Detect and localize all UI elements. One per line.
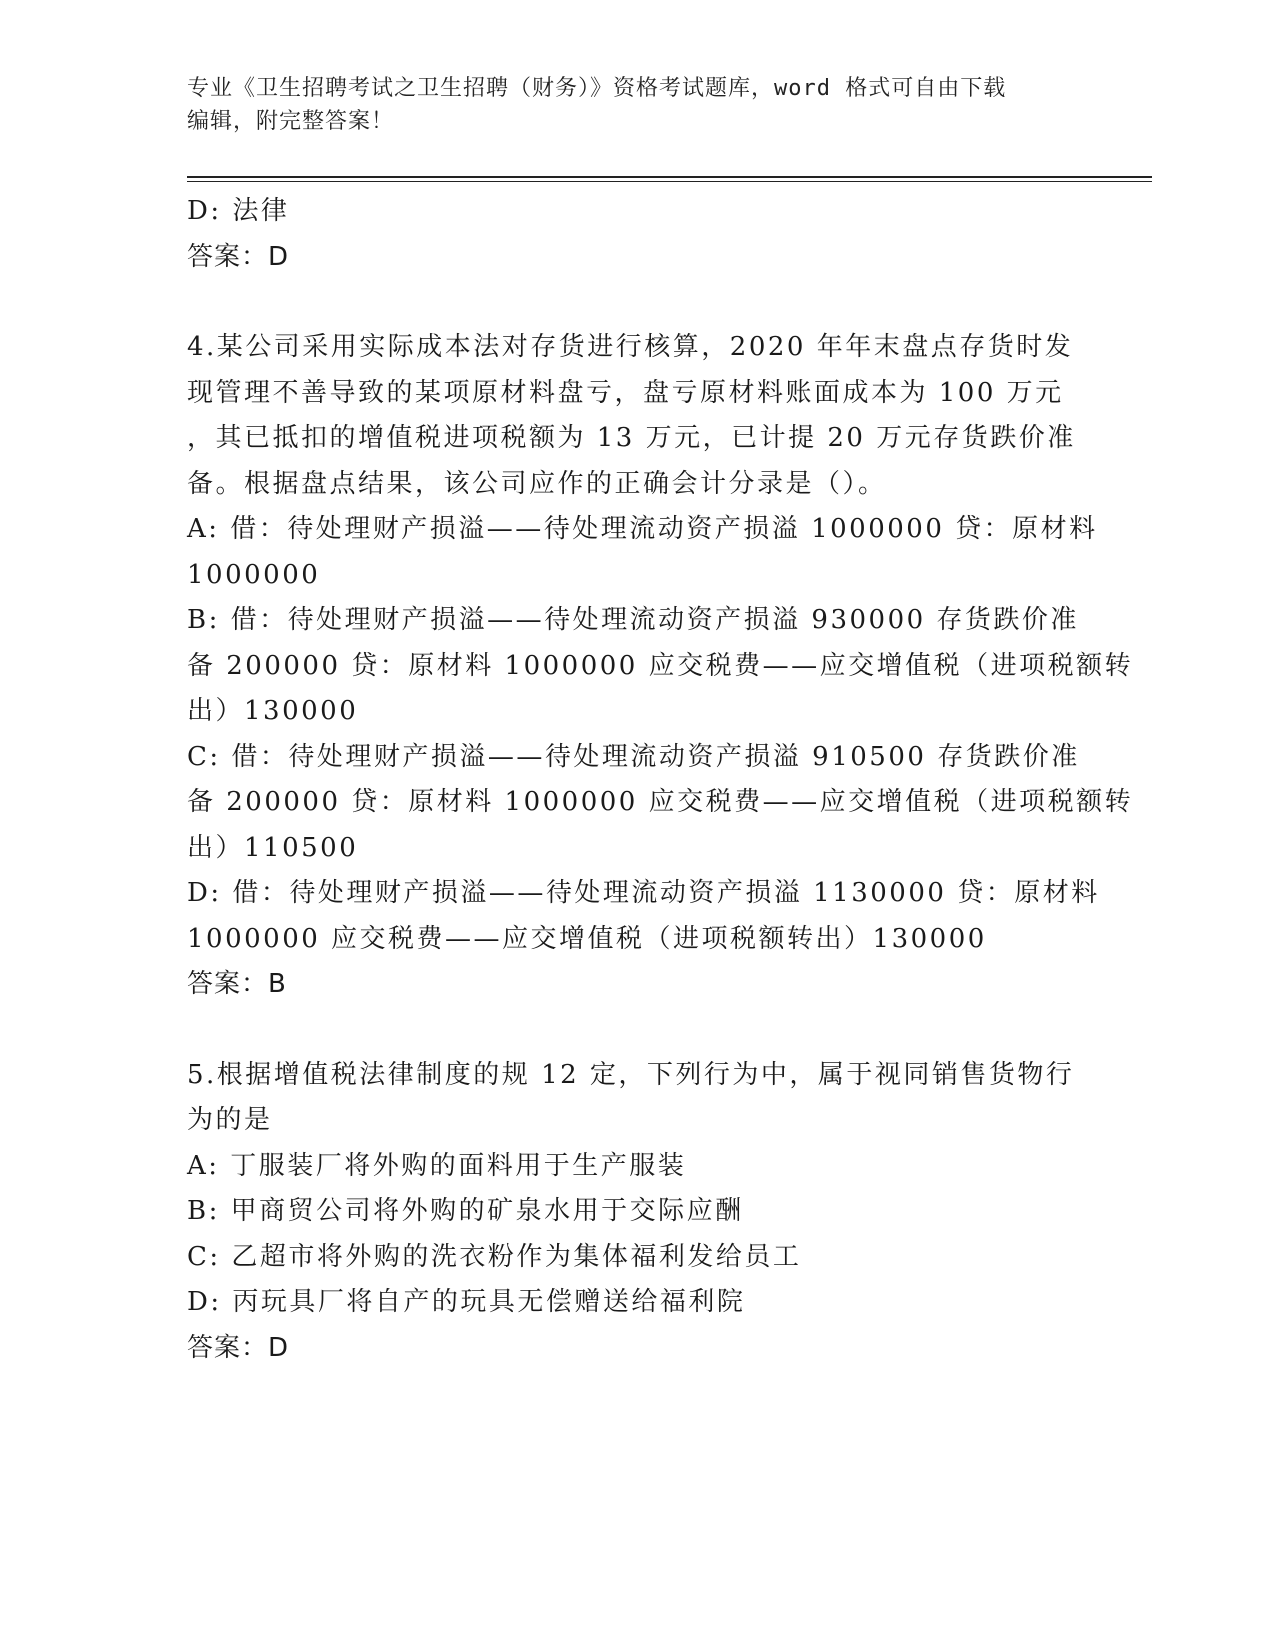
answer-line: 答案：D	[187, 1332, 290, 1363]
question-stem-line: 为的是	[187, 1105, 273, 1135]
question-stem-line: 5.根据增值税法律制度的规 12 定，下列行为中，属于视同销售货物行	[187, 1059, 1075, 1090]
question-stem-line: 备。根据盘点结果，该公司应作的正确会计分录是（）。	[187, 468, 887, 499]
header-rule-thick	[187, 176, 1152, 178]
header-line-2: 编辑，附完整答案！	[187, 109, 395, 134]
option-b: B: 甲商贸公司将外购的矿泉水用于交际应酬	[187, 1196, 744, 1226]
option-d: D: 丙玩具厂将自产的玩具无偿赠送给福利院	[187, 1287, 746, 1317]
option-a-line: 1000000	[187, 559, 321, 590]
option-b-line: B: 借：待处理财产损溢——待处理流动资产损溢 930000 存货跌价准	[187, 605, 1079, 635]
option-c-line: 备 200000 贷：原材料 1000000 应交税费——应交增值税（进项税额转	[187, 787, 1134, 817]
option-a: A: 丁服装厂将外购的面料用于生产服装	[187, 1150, 687, 1181]
question-stem-line: 4.某公司采用实际成本法对存货进行核算，2020 年年末盘点存货时发	[187, 332, 1074, 362]
question-stem-line: ，其已抵扣的增值税进项税额为 13 万元，已计提 20 万元存货跌价准	[187, 423, 1076, 453]
spacer	[187, 280, 1077, 325]
answer-line: 答案：D	[187, 241, 290, 272]
answer-line: 答案：B	[187, 969, 287, 999]
question-3-tail	[187, 189, 1077, 280]
option-c-line: C: 借：待处理财产损溢——待处理流动资产损溢 910500 存货跌价准	[187, 741, 1080, 772]
header-rule-thin	[187, 181, 1152, 182]
option-b-line: 备 200000 贷：原材料 1000000 应交税费——应交增值税（进项税额转	[187, 650, 1134, 681]
option-b-line: 出）130000	[187, 696, 359, 726]
document-body	[187, 189, 1134, 1371]
question-stem-line: 现管理不善导致的某项原材料盘亏，盘亏原材料账面成本为 100 万元	[187, 377, 1064, 408]
option-c: C: 乙超市将外购的洗衣粉作为集体福利发给员工	[187, 1241, 802, 1272]
option-d-line: D: 借：待处理财产损溢——待处理流动资产损溢 1130000 贷：原材料	[187, 878, 1100, 908]
option-a-line: A: 借：待处理财产损溢——待处理流动资产损溢 1000000 贷：原材料	[187, 514, 1098, 544]
header-line-1: 专业《卫生招聘考试之卫生招聘（财务）》资格考试题库，word 格式可自由下载	[187, 76, 1007, 101]
question-5	[187, 1053, 1077, 1372]
page-header	[187, 72, 1067, 138]
question-4	[187, 325, 1134, 1008]
option-c-line: 出）110500	[187, 832, 359, 863]
option-d-line: 1000000 应交税费——应交增值税（进项税额转出）130000	[187, 923, 987, 954]
option-d: D: 法律	[187, 196, 290, 226]
spacer	[187, 1008, 1077, 1053]
